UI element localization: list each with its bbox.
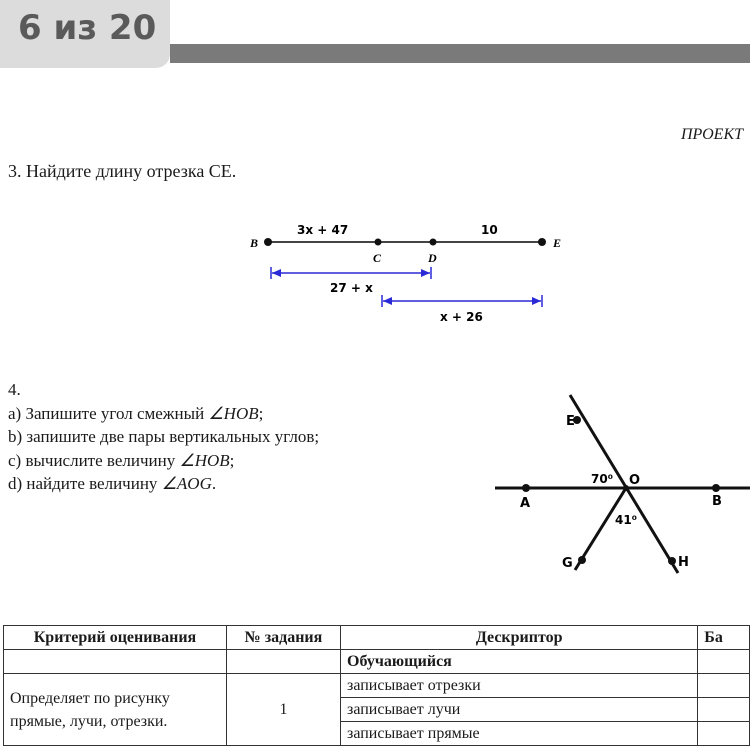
progress-bar [170, 44, 750, 63]
task4-item-c: c) вычислите величину ∠HOB; [8, 450, 235, 470]
segment-diagram [240, 215, 560, 325]
task4-block [8, 378, 319, 496]
criteria-table [3, 625, 750, 746]
angle-diagram [490, 385, 750, 585]
point-a: A [520, 496, 531, 511]
angle-aog: ∠AOG [161, 474, 212, 493]
point-o: O [629, 473, 641, 488]
table-header-row [4, 626, 750, 650]
point-d-label: D [428, 251, 437, 265]
angle-41-label: 41⁰ [615, 513, 637, 527]
header-descriptor: Дескриптор [341, 626, 698, 650]
label-de: 10 [481, 223, 498, 237]
header-task-no: № задания [226, 626, 340, 650]
task3-title: 3. Найдите длину отрезка CE. [8, 161, 237, 181]
header-criterion: Критерий оценивания [4, 626, 227, 650]
descriptor-item: записывает отрезки [341, 674, 698, 698]
table-subheader-row [4, 650, 750, 674]
point-c-label: C [373, 251, 382, 265]
point-e-label: E [553, 236, 562, 250]
row-task-no: 1 [226, 674, 340, 746]
point-b: B [712, 494, 722, 509]
table-row [4, 674, 750, 698]
header-points: Ба [698, 626, 750, 650]
task4-item-d: d) найдите величину ∠AOG. [8, 474, 217, 493]
point-g: G [562, 556, 573, 571]
task4-number: 4. [8, 380, 21, 399]
descriptor-item: записывает лучи [341, 698, 698, 722]
subheader-learner: Обучающийся [341, 650, 698, 674]
label-ce: x + 26 [440, 310, 483, 324]
row-criterion: Определяет по рисунку прямые, лучи, отрезки. [4, 674, 227, 746]
project-label: ПРОЕКТ [681, 126, 743, 143]
question-counter: 6 из 20 [18, 8, 157, 48]
angle-hob-c: ∠HOB [179, 450, 230, 470]
point-b-label: B [250, 236, 259, 250]
task4-item-a: a) Запишите угол смежный ∠HOB; [8, 403, 264, 423]
angle-70-label: 70⁰ [591, 472, 613, 486]
task4-item-b: b) запишите две пары вертикальных углов; [8, 427, 320, 446]
point-h: H [678, 555, 689, 570]
descriptor-item: записывает прямые [341, 722, 698, 746]
label-bd: 27 + x [330, 281, 373, 295]
point-e: E [566, 414, 575, 429]
question-counter-badge [0, 0, 170, 68]
angle-hob-a: ∠HOB [208, 403, 259, 423]
label-bc: 3x + 47 [297, 223, 349, 237]
